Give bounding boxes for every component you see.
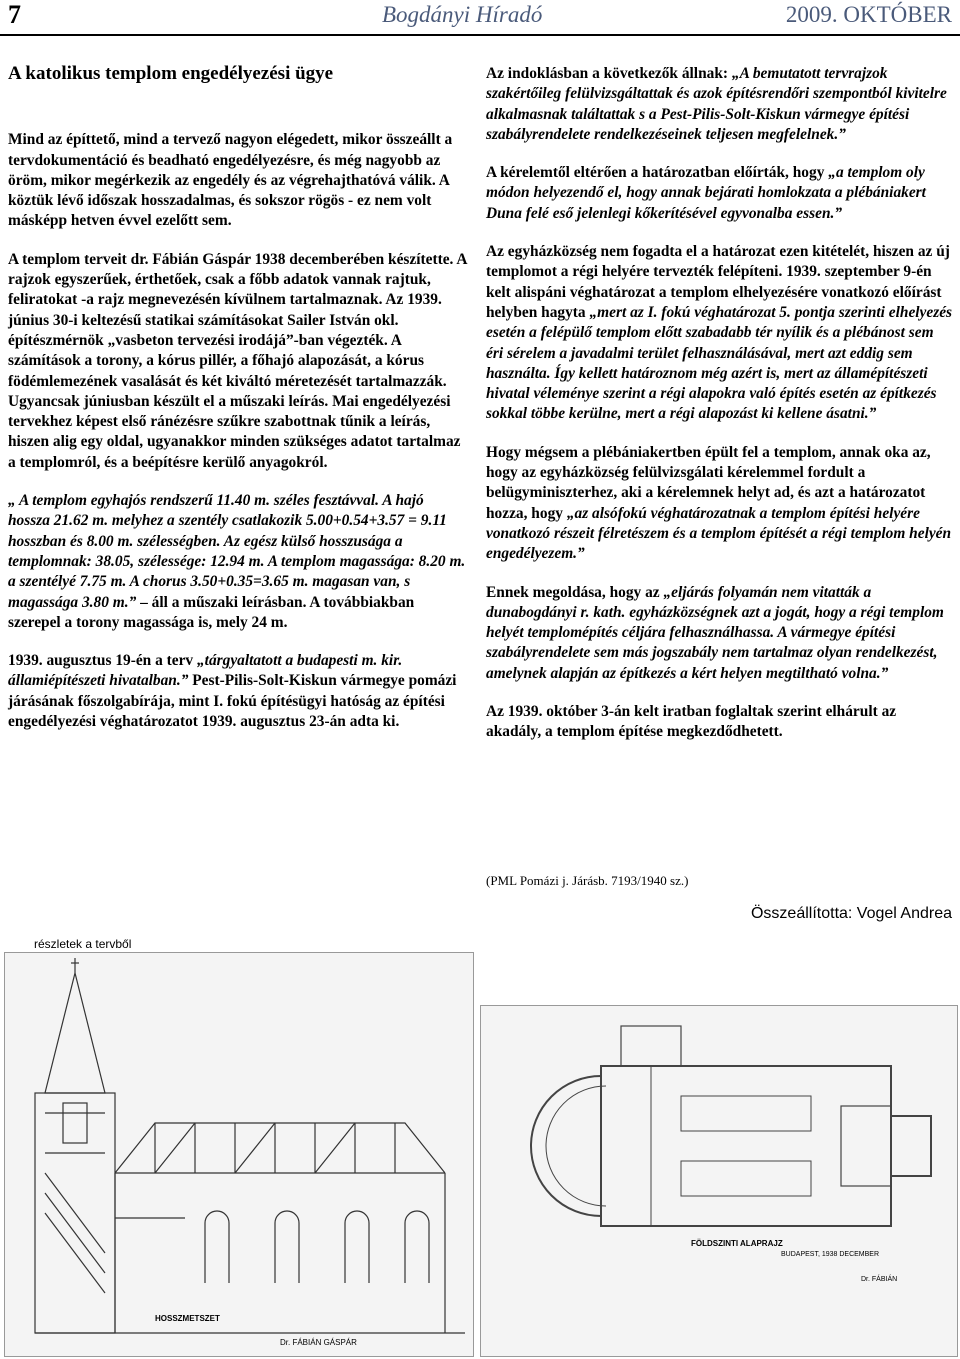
right-paragraph-5: Ennek megoldása, hogy az „eljárás folyamán nem vitatták a dunabogdányi r. kath. egyházközségnek azt a jogát, hogy a régi templom helyét templomépítés céljára felhasználhassa. A vármegye építési szabályrendelete sem más jogszabály nem tartalmaz olyan rendelkezést, amelynek alapján az építkezés a kért helyen megtiltható volna.” xyxy=(486,583,944,682)
right-paragraph-4: Hogy mégsem a plébániakertben épült fel a templom, annak oka az, hogy az egyházközség felülvizsgálati kérelemmel fordult a belügyminiszterhez, aki a kérelemnek helyt ad, és azt a határozatot hozza, hogy „az alsófokú véghatározatnak a templom építési helyére vonatkozó részeit félretészem és a templom építését a régi templom helyén engedélyezem.” xyxy=(486,443,952,563)
article-title: A katolikus templom engedélyezési ügye xyxy=(8,63,334,84)
left-paragraph-4: 1939. augusztus 19-én a terv „tárgyaltatott a budapesti m. kir. államiépítészeti hivatalban.” Pest-Pilis-Solt-Kiskun vármegye pomázi járásának főszolgabírája, mint I. fokú építésügyi hatóság az építési engedélyezési véghatározatot 1939. augusztus 23-án adta ki. xyxy=(8,652,457,731)
floor-plan-drawing xyxy=(480,1005,958,1357)
drawing-signature-date: BUDAPEST, 1938 DECEMBER xyxy=(781,1251,880,1258)
right-paragraph-6: Az 1939. október 3-án kelt iratban foglaltak szerint elhárult az akadály, a templom építése megkezdődhetett. xyxy=(486,703,897,741)
page-number: 7 xyxy=(8,0,21,29)
source-reference: (PML Pomázi j. Járásb. 7193/1940 sz.) xyxy=(486,873,689,888)
right-paragraph-3: Az egyházközség nem fogadta el a határozat ezen kitételét, hiszen az új templomot a régi helyére tervezték felépíteni. 1939. szeptember 9-én kelt alispáni véghatározat a templom elhelyezésére vonatkozó előírást helyben hagyta „mert az I. fokú véghatározat 5. pontja szerinti elhelyezés esetén a felépülő templom előtt szabadabb tér nyílik és a plébánost sem éri sérelem a javadalmi terület felhasználásával, mert azt eddig sem használta. Így kellett határoznom még azért is, mert az államépítészeti hivatal véleménye szerint a régi alapokra való építés esetén az építkezés sokkal többe kerülne, mert a régi alapozást ki kellene ásatni.” xyxy=(486,243,953,423)
issue-date: 2009. OKTÓBER xyxy=(785,2,952,27)
section-drawing xyxy=(4,952,474,1357)
drawing-label-section: HOSSZMETSZET xyxy=(155,1314,220,1323)
figure-caption: részletek a tervből xyxy=(34,937,132,951)
right-paragraph-2: A kérelemtől eltérően a határozatban előírták, hogy „a templom oly módon helyezendő el, hogy annak bejárati homlokzata a plébániakert Duna felé eső jelenlegi kőkerítésével egyvonalba essen.” xyxy=(486,164,926,222)
publication-title: Bogdányi Híradó xyxy=(382,2,543,27)
left-paragraph-3: „ A templom egyhajós rendszerű 11.40 m. széles fesztávval. A hajó hossza 21.62 m. melyhez a szentély csatlakozik 5.00+0.54+3.57 = 9.11 hosszban és 8.00 m. szélességben. Az egész külső hosszusága a templomnak: 38.05, szélessége: 12.94 m. A templom magassága: 8.20 m. a szentélyé 7.75 m. A chorus 3.50+0.35=3.65 m. magasan van, s magassága 3.80 m.” – áll a műszaki leírásban. A továbbiakban szerepel a torony magassága is, mely 24 m. xyxy=(8,492,466,631)
author-credit: Összeállította: Vogel Andrea xyxy=(750,905,952,922)
left-column xyxy=(8,64,468,732)
drawing-label-plan: FÖLDSZINTI ALAPRAJZ xyxy=(691,1239,783,1248)
right-paragraph-1: Az indoklásban a következők állnak: „A bemutatott tervrajzok szakértőileg felülvizsgáltattak és azok építésrendőri szempontból kivitelre alkalmasnak találtattak s a Pest-Pilis-Solt-Kiskun vármegye építési szabályrendelete rendelkezéseinek teljesen megfelelnek.” xyxy=(486,65,947,143)
left-paragraph-1: Mind az építtető, mind a tervező nagyon elégedett, mikor összeállt a tervdokumentáció és beadható engedélyezésre, és még nagyobb az öröm, mikor megérkezik az engedély és az végrehajthatóvá válik. A köztük lévő időszak hosszadalmas, és sokszor rögös - ez nem volt másképp hetven évvel ezelőtt sem. xyxy=(8,131,453,230)
right-column xyxy=(486,64,954,743)
drawing-signature-left: Dr. FÁBIÁN GÁSPÁR xyxy=(280,1338,357,1347)
tech-description-quote: „ A templom egyhajós rendszerű 11.40 m. széles fesztávval. A hajó hossza 21.62 m. melyhez a szentély csatlakozik 5.00+0.54+3.57 = 9.11 hosszban és 8.00 m. szélességben. Az egész külső hosszusága a templomnak: 38.05, szélessége: 12.94 m. A templom magassága: 8.20 m. a szentélyé 7.75 m. A chorus 3.50+0.35=3.65 m. magasan van, s magassága 3.80 m.” xyxy=(8,492,466,611)
left-paragraph-2: A templom terveit dr. Fábián Gáspár 1938 decemberében készítette. A rajzok egyszerűek, érthetőek, csak a főbb adatok vannak rajtuk, feliratokat -a rajz megnevezésén kívülnem tartalmaznak. Az 1939. június 30-i keltezésű statikai számításokat Sailer István okl. építészmérnök „vasbeton tervezési irodájá”-ban végezték. A számítások a torony, a kórus pillér, a főhajó alapozását, a kórus födémlemezének vasalását és két kiváltó méretezését tartalmazzák. Ugyancsak júniusban készült el a műszaki leírás. Mai engedélyezési tervekhez képest első ránézésre szűkre szabottnak tűnik a leírás, hiszen alig egy oldal, ugyanakkor minden szükséges adatot tartalmaz a templomról, és a beépítésre kerülő anyagokról. xyxy=(8,250,467,471)
page-header xyxy=(0,0,960,36)
drawing-signature-right: Dr. FÁBIÁN xyxy=(861,1276,898,1283)
